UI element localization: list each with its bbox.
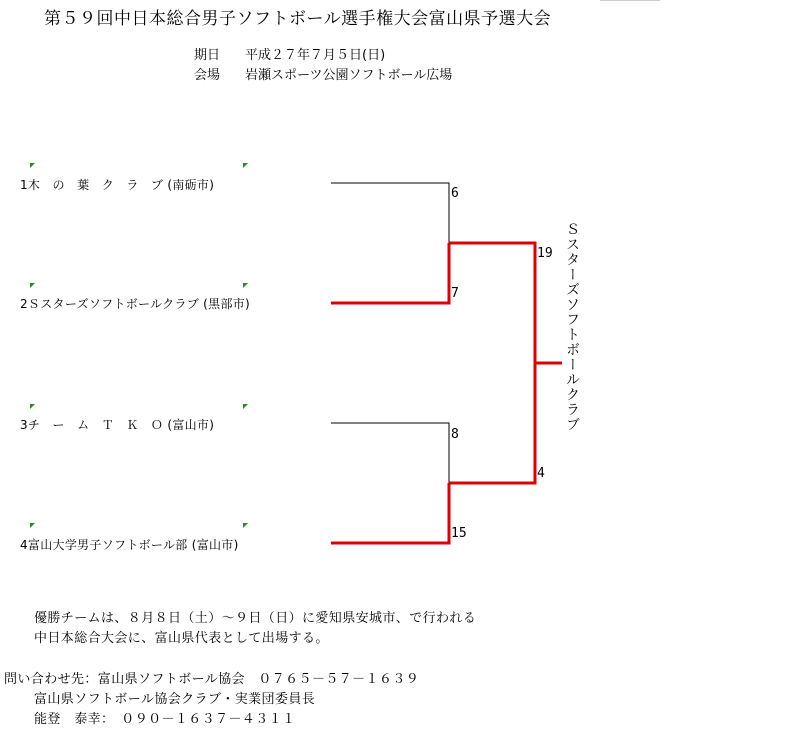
bracket-line-team1 [331,183,449,243]
contact-line-2: 富山県ソフトボール協会クラブ・実業団委員長 [34,692,316,707]
bracket-line-team4 [331,483,449,543]
venue-value: 岩瀬スポーツ公園ソフトボール広場 [245,68,453,83]
bracket-line-team3 [331,423,449,483]
bracket-line-final-bottom [449,363,535,483]
venue-label: 会場 [194,68,221,83]
note-line-2: 中日本総合大会に、富山県代表として出場する。 [34,631,329,646]
date-value: 平成２７年７月５日(日) [245,48,386,63]
team-4: 4富山大学男子ソフトボール部 (富山市) [20,538,239,552]
score-team2: 7 [451,286,459,301]
champion-name: Ｓスターズソフトボールクラブ [564,222,580,432]
date-label: 期日 [194,48,221,63]
contact-line-1: 問い合わせ先：富山県ソフトボール協会 ０７６５－５７－１６３９ [4,672,420,687]
score-final-top: 19 [537,246,553,261]
score-final-bottom: 4 [537,466,545,481]
bracket-line-team2 [331,243,449,303]
score-team3: 8 [451,427,459,442]
score-team1: 6 [451,186,459,201]
note-line-1: 優勝チームは、８月８日（土）～９日（日）に愛知県安城市、で行われる [34,611,477,626]
team-1: 1木 の 葉 ク ラ ブ (南砺市) [20,178,215,192]
team-3: 3チ ー ム Ｔ Ｋ Ｏ (富山市) [20,418,215,432]
contact-line-3: 能登 泰幸： ０９０－１６３７－４３１１ [34,712,296,727]
page-title: 第５９回中日本総合男子ソフトボール選手権大会富山県予選大会 [44,9,552,29]
team-2: 2Ｓスターズソフトボールクラブ (黒部市) [20,297,251,311]
bracket-line-final-top [449,243,535,363]
score-team4: 15 [451,526,467,541]
